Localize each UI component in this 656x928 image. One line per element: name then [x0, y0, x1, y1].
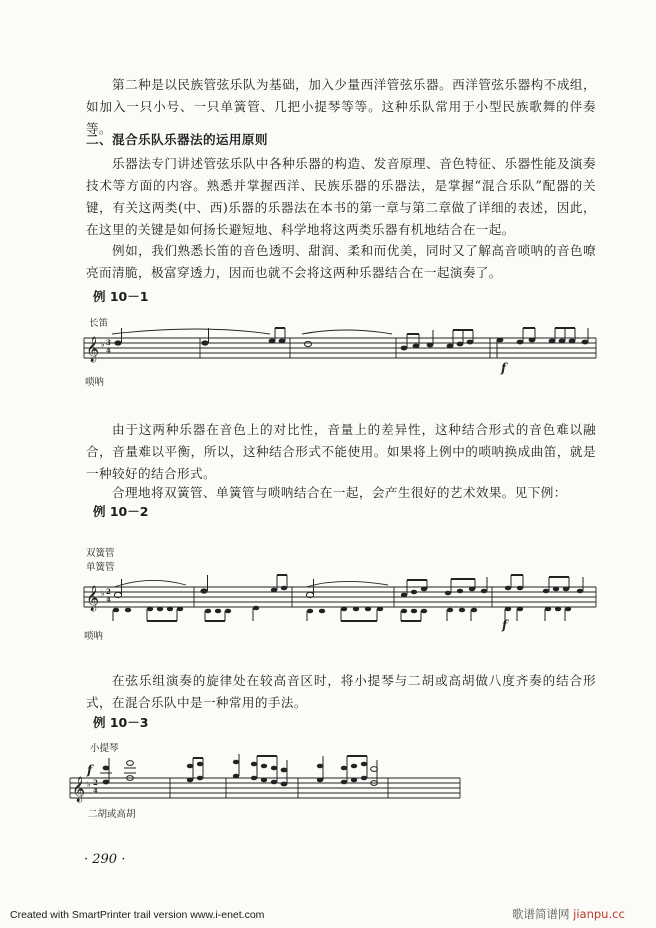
- footer-trial-notice: Created with SmartPrinter trail version www.i-enet.com: [10, 909, 265, 921]
- paragraph-flute-suona: 例如，我们熟悉长笛的音色透明、甜润、柔和而优美，同时又了解高音唢呐的音色嘹亮而清脆，极富穿透力，因而也就不会将这两种乐器结合在一起演奏了。: [86, 243, 596, 280]
- example-10-1-label: 例 10－1: [93, 289, 149, 304]
- dynamic-marking-2: f: [502, 618, 508, 632]
- svg-text:𝄞: 𝄞: [86, 586, 100, 611]
- svg-text:4: 4: [106, 595, 111, 604]
- svg-text:♭: ♭: [87, 780, 91, 789]
- paragraph-intro: 第二种是以民族管弦乐队为基础，加入少量西洋管弦乐器。西洋管弦乐器构不成组，如加入一只小号、一只单簧管、几把小提琴等等。这种乐队常用于小型民族歌舞的伴奏等。: [86, 77, 596, 136]
- instrument-label-oboe: 双簧管: [86, 548, 115, 559]
- svg-text:4: 4: [93, 786, 98, 795]
- watermark-text: 歌谱简谱网: [512, 907, 570, 921]
- dynamic-marking-3: f: [87, 763, 93, 777]
- music-score-example-10-3: [0, 750, 656, 808]
- svg-text:𝄞: 𝄞: [86, 337, 100, 362]
- svg-text:3: 3: [106, 338, 111, 347]
- paragraph-oboe-clarinet: 合理地将双簧管、单簧管与唢呐结合在一起，会产生很好的艺术效果。见下例：: [112, 485, 567, 500]
- svg-text:2: 2: [93, 778, 98, 787]
- music-score-example-10-1: [0, 320, 656, 380]
- dynamic-marking: f: [501, 361, 507, 375]
- paragraph-violin-erhu: 在弦乐组演奏的旋律处在较高音区时，将小提琴与二胡或高胡做八度齐奏的结合形式，在混合乐队中是一种常用的手法。: [86, 673, 596, 710]
- watermark: [512, 906, 625, 922]
- paragraph-instrumentation: 乐器法专门讲述管弦乐队中各种乐器的构造、发音原理、音色特征、乐器性能及演奏技术等方面的内容。熟悉并掌握西洋、民族乐器的乐器法，是掌握“混合乐队”配器的关键，有关这两类(中、西)乐器的乐器法在本书的第一章与第二章做了详细的表述，因此，在这里的关键是如何扬长避短地、科学地将这两类乐器有机地结合在一起。: [86, 156, 596, 237]
- instrument-label-erhu: 二胡或高胡: [88, 809, 136, 820]
- instrument-label-clarinet: 单簧管: [86, 562, 115, 573]
- section-heading: 二、混合乐队乐器法的运用原则: [86, 132, 268, 147]
- instrument-label-suona: 唢呐: [85, 377, 105, 388]
- instrument-label-flute: 长笛: [89, 318, 109, 329]
- svg-text:♭: ♭: [101, 340, 105, 349]
- instrument-label-suona-2: 唢呐: [84, 631, 104, 642]
- page-number: · 290 ·: [84, 852, 126, 867]
- svg-text:♭: ♭: [101, 589, 105, 598]
- instrument-label-violin: 小提琴: [90, 743, 119, 754]
- svg-text:4: 4: [106, 346, 111, 355]
- svg-text:2: 2: [106, 587, 111, 596]
- example-10-2-label: 例 10－2: [93, 504, 149, 519]
- music-score-example-10-2: [0, 565, 656, 635]
- svg-text:𝄞: 𝄞: [72, 777, 86, 802]
- example-10-3-label: 例 10－3: [93, 715, 149, 730]
- paragraph-contrast: 由于这两种乐器在音色上的对比性，音量上的差异性，这种结合形式的音色难以融合，音量难以平衡，所以，这种结合形式不能使用。如果将上例中的唢呐换成曲笛，就是一种较好的结合形式。: [86, 422, 596, 481]
- watermark-domain: jianpu.cc: [573, 907, 625, 921]
